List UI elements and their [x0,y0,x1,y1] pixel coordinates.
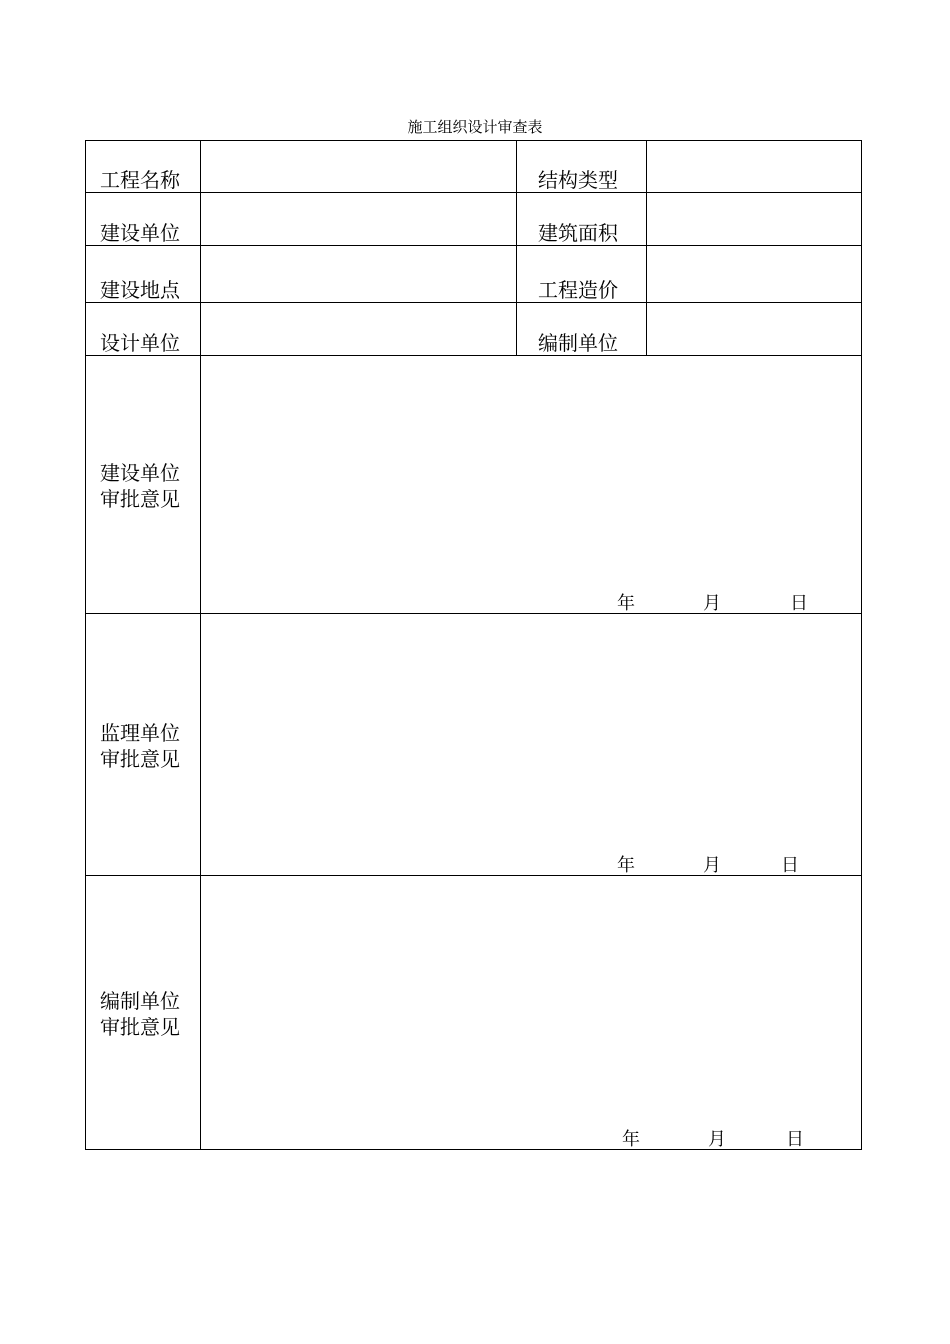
approval-date-year-3: 年 [622,1129,640,1150]
row-divider-1 [85,192,862,193]
section-divider-1 [85,613,862,614]
construction-unit-label: 建设单位 [100,221,180,245]
middle-column-divider-left [516,140,517,356]
approval-date-month-1: 月 [703,593,721,614]
building-area-label: 建筑面积 [538,221,618,245]
supervision-unit-approval-label-line1: 监理单位 [100,721,180,745]
compiling-unit-label: 编制单位 [538,331,618,355]
compiling-unit-approval-label-line2: 审批意见 [100,1015,180,1039]
approval-date-year-2: 年 [617,855,635,876]
project-name-label: 工程名称 [100,168,180,192]
table-top-border [85,140,862,141]
table-right-border [861,140,862,1150]
middle-column-divider-right [646,140,647,356]
approval-date-month-3: 月 [708,1129,726,1150]
approval-date-year-1: 年 [617,593,635,614]
construction-unit-approval-label-line2: 审批意见 [100,487,180,511]
construction-unit-approval-label-line1: 建设单位 [100,461,180,485]
construction-site-label: 建设地点 [100,278,180,302]
approval-date-day-3: 日 [786,1129,804,1150]
structure-type-label: 结构类型 [538,168,618,192]
design-unit-label: 设计单位 [100,331,180,355]
row-divider-2 [85,245,862,246]
supervision-unit-approval-label-line2: 审批意见 [100,747,180,771]
table-bottom-border [85,1149,862,1150]
project-cost-label: 工程造价 [538,278,618,302]
approval-date-day-1: 日 [790,593,808,614]
form-title: 施工组织设计审查表 [407,118,543,136]
table-left-border [85,140,86,1150]
row-divider-4 [85,355,862,356]
row-divider-3 [85,302,862,303]
approval-date-month-2: 月 [703,855,721,876]
compiling-unit-approval-label-line1: 编制单位 [100,989,180,1013]
label-column-divider [200,140,201,1150]
approval-date-day-2: 日 [781,855,799,876]
section-divider-2 [85,875,862,876]
